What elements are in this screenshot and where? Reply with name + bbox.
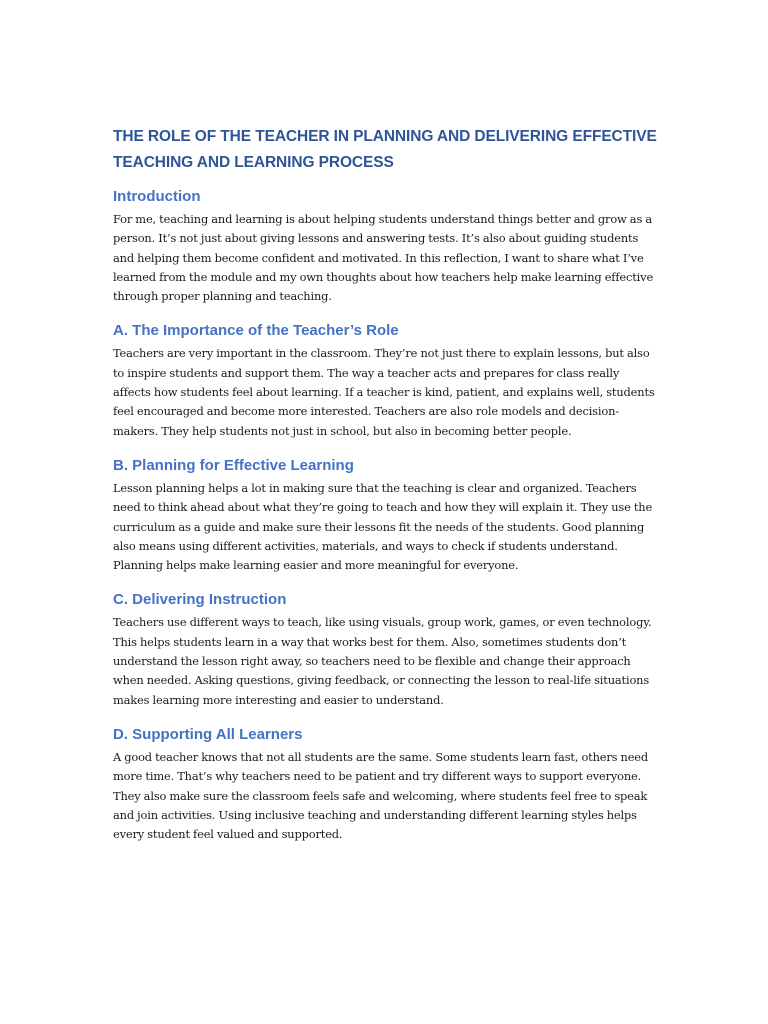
section-heading: A. The Importance of the Teacher’s Role <box>113 322 399 340</box>
section-delivering-instruction <box>113 590 658 709</box>
section-introduction <box>113 187 658 306</box>
section-teacher-role <box>113 321 658 440</box>
section-heading: Introduction <box>113 188 201 205</box>
section-paragraph: Teachers are very important in the classroom. They’re not just there to explain lessons, but also to inspire students and support them. The way a teacher acts and prepares for class really affects how students feel about learning. If a teacher is kind, patient, and explains well, students feel encouraged and become more interested. Teachers are also role models and decision-makers. They help students not just in school, but also in becoming better people. <box>113 346 655 438</box>
section-paragraph: Lesson planning helps a lot in making sure that the teaching is clear and organized. Teachers need to think ahead about what they’re going to teach and how they will explain it. They use the curriculum as a guide and make sure their lessons fit the needs of the students. Good planning also means using different activities, materials, and ways to check if students understand. Planning helps make learning easier and more meaningful for everyone. <box>113 480 653 573</box>
section-paragraph: Teachers use different ways to teach, like using visuals, group work, games, or even technology. This helps students learn in a way that works best for them. Also, sometimes students don’t understand the lesson right away, so teachers need to be flexible and change their approach when needed. Asking questions, giving feedback, or connecting the lesson to real-life situations makes learning more interesting and easier to understand. <box>113 615 652 707</box>
section-heading: B. Planning for Effective Learning <box>113 456 354 474</box>
section-paragraph: For me, teaching and learning is about helping students understand things better and grow as a person. It’s not just about giving lessons and answering tests. It’s also about guiding students and helping them become confident and motivated. In this reflection, I want to share what I’ve learned from the module and my own thoughts about how teachers help make learning effective through proper planning and teaching. <box>113 212 654 304</box>
document-content <box>113 124 658 859</box>
document-title: THE ROLE OF THE TEACHER IN PLANNING AND DELIVERING EFFECTIVE TEACHING AND LEARNING PROCESS <box>113 128 657 171</box>
section-heading: D. Supporting All Learners <box>113 725 303 743</box>
section-supporting-learners <box>113 725 658 844</box>
section-paragraph: A good teacher knows that not all students are the same. Some students learn fast, others need more time. That’s why teachers need to be patient and try different ways to support everyone. They also make sure the classroom feels safe and welcoming, where students feel free to speak and join activities. Using inclusive teaching and understanding different learning styles helps every student feel valued and supported. <box>113 749 649 842</box>
section-planning <box>113 456 658 575</box>
section-heading: C. Delivering Instruction <box>113 591 287 609</box>
